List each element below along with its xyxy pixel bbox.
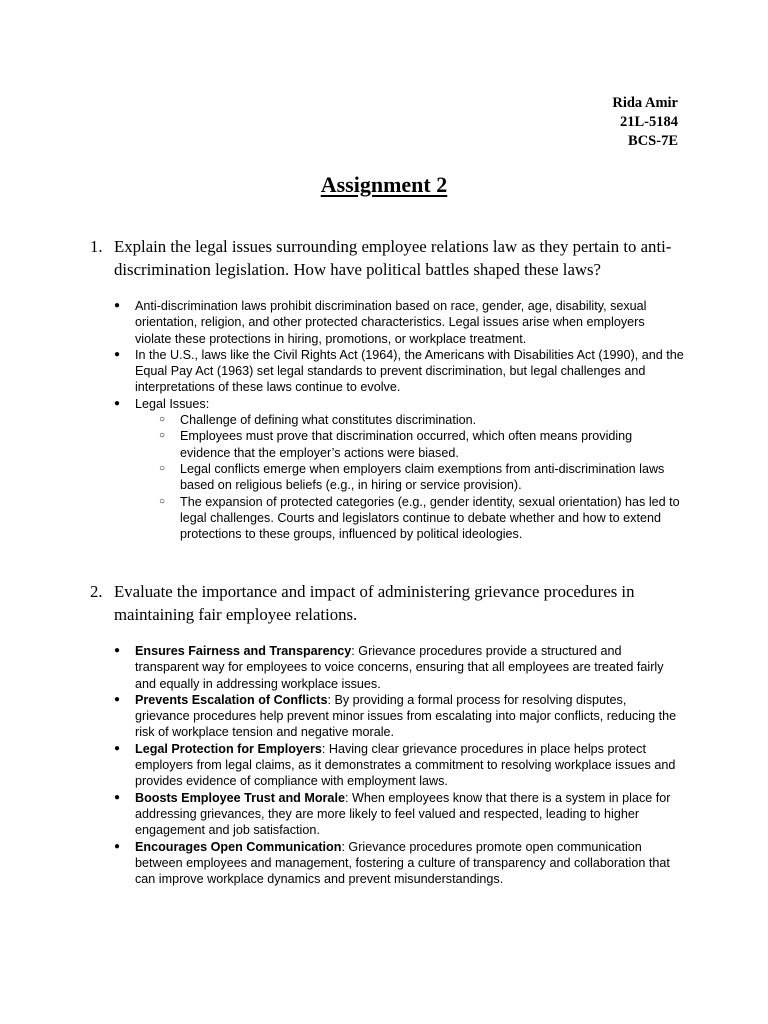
list-item-text: : When employees know that there is a system in place for addressing grievances, they are more likely to feel valued and respected, leading to higher engagement and job satisfaction. — [135, 790, 671, 838]
bullet-icon: ● — [114, 742, 121, 754]
list-item — [114, 741, 684, 790]
list-item-text: In the U.S., laws like the Civil Rights Act (1964), the Americans with Disabilities Act (1990), and the Equal Pay Act (1963) set legal standards to prevent discrimination, but legal challenges and interpretations of these laws continue to evolve. — [135, 347, 684, 395]
sub-list-item — [135, 461, 684, 494]
question-2-answer-list — [114, 643, 684, 887]
legal-issues-sublist — [135, 412, 684, 542]
list-item-term: Legal Protection for Employers — [135, 741, 322, 756]
hollow-bullet-icon: ○ — [159, 462, 166, 474]
sub-list-item — [135, 412, 684, 428]
list-item — [114, 396, 684, 543]
question-text: Evaluate the importance and impact of administering grievance procedures in maintaining fair employee relations. — [114, 582, 635, 624]
question-2 — [90, 580, 690, 626]
list-item — [114, 839, 684, 888]
question-1 — [90, 235, 690, 281]
list-item-term: Boosts Employee Trust and Morale — [135, 790, 345, 805]
question-1-answer-list — [114, 298, 684, 542]
section: BCS-7E — [628, 133, 678, 149]
sub-list-item-text: Employees must prove that discrimination occurred, which often means providing evidence that the employer’s actions were biased. — [180, 429, 633, 460]
bullet-icon: ● — [114, 791, 121, 803]
student-info — [612, 94, 678, 151]
sub-list-item — [135, 494, 684, 543]
bullet-icon: ● — [114, 840, 121, 852]
list-item-text: Anti-discrimination laws prohibit discrimination based on race, gender, age, disability, sexual orientation, religion, and other protected characteristics. Legal issues arise when employers violate these protections in hiring, promotions, or workplace treatment. — [135, 299, 647, 346]
bullet-icon: ● — [114, 645, 121, 656]
hollow-bullet-icon: ○ — [159, 495, 166, 507]
list-item — [114, 347, 684, 396]
question-text: Explain the legal issues surrounding employee relations law as they pertain to anti-discrimination legislation. How have political battles shaped these laws? — [114, 237, 672, 279]
list-item-text: : Grievance procedures provide a structured and transparent way for employees to voice concerns, ensuring that all employees are treated fairly and equally in addressing workplace issues. — [135, 644, 664, 691]
sub-list-item-text: Challenge of defining what constitutes discrimination. — [180, 413, 477, 428]
list-item-text: : Grievance procedures promote open communication between employees and management, fostering a culture of transparency and collaboration that can improve workplace dynamics and prevent misunderstandings. — [135, 839, 670, 887]
question-number: 1. — [90, 237, 103, 256]
list-item — [114, 298, 684, 347]
sub-list-item-text: The expansion of protected categories (e.g., gender identity, sexual orientation) has led to legal challenges. Courts and legislators continue to debate whether and how to extend protections to these groups, influenced by political ideologies. — [180, 494, 680, 542]
list-item-term: Ensures Fairness and Transparency — [135, 644, 352, 658]
list-item — [114, 643, 684, 692]
document-title: Assignment 2 — [320, 172, 448, 197]
bullet-icon: ● — [114, 693, 121, 705]
bullet-icon: ● — [114, 348, 121, 360]
hollow-bullet-icon: ○ — [159, 430, 166, 442]
list-item-text: : By providing a formal process for resolving disputes, grievance procedures help prevent minor issues from escalating into major conflicts, reducing the risk of workplace tension and negative morale. — [135, 692, 677, 740]
question-number: 2. — [90, 582, 103, 601]
list-item — [114, 790, 684, 839]
bullet-icon: ● — [114, 397, 121, 409]
hollow-bullet-icon: ○ — [159, 414, 166, 426]
bullet-icon: ● — [114, 300, 121, 311]
list-item-term: Prevents Escalation of Conflicts — [135, 692, 328, 707]
list-item — [114, 692, 684, 741]
sub-list-item — [135, 428, 684, 461]
list-item-text: : Having clear grievance procedures in place helps protect employers from legal claims, as it demonstrates a commitment to resolving workplace issues and provides evidence of compliance with employment laws. — [135, 741, 676, 789]
list-item-term: Encourages Open Communication — [135, 839, 342, 854]
list-item-text: Legal Issues: — [135, 396, 210, 411]
student-name: Rida Amir — [612, 95, 678, 111]
sub-list-item-text: Legal conflicts emerge when employers claim exemptions from anti-discrimination laws based on religious beliefs (e.g., in hiring or service provision). — [180, 461, 665, 493]
roll-number: 21L-5184 — [620, 114, 678, 130]
